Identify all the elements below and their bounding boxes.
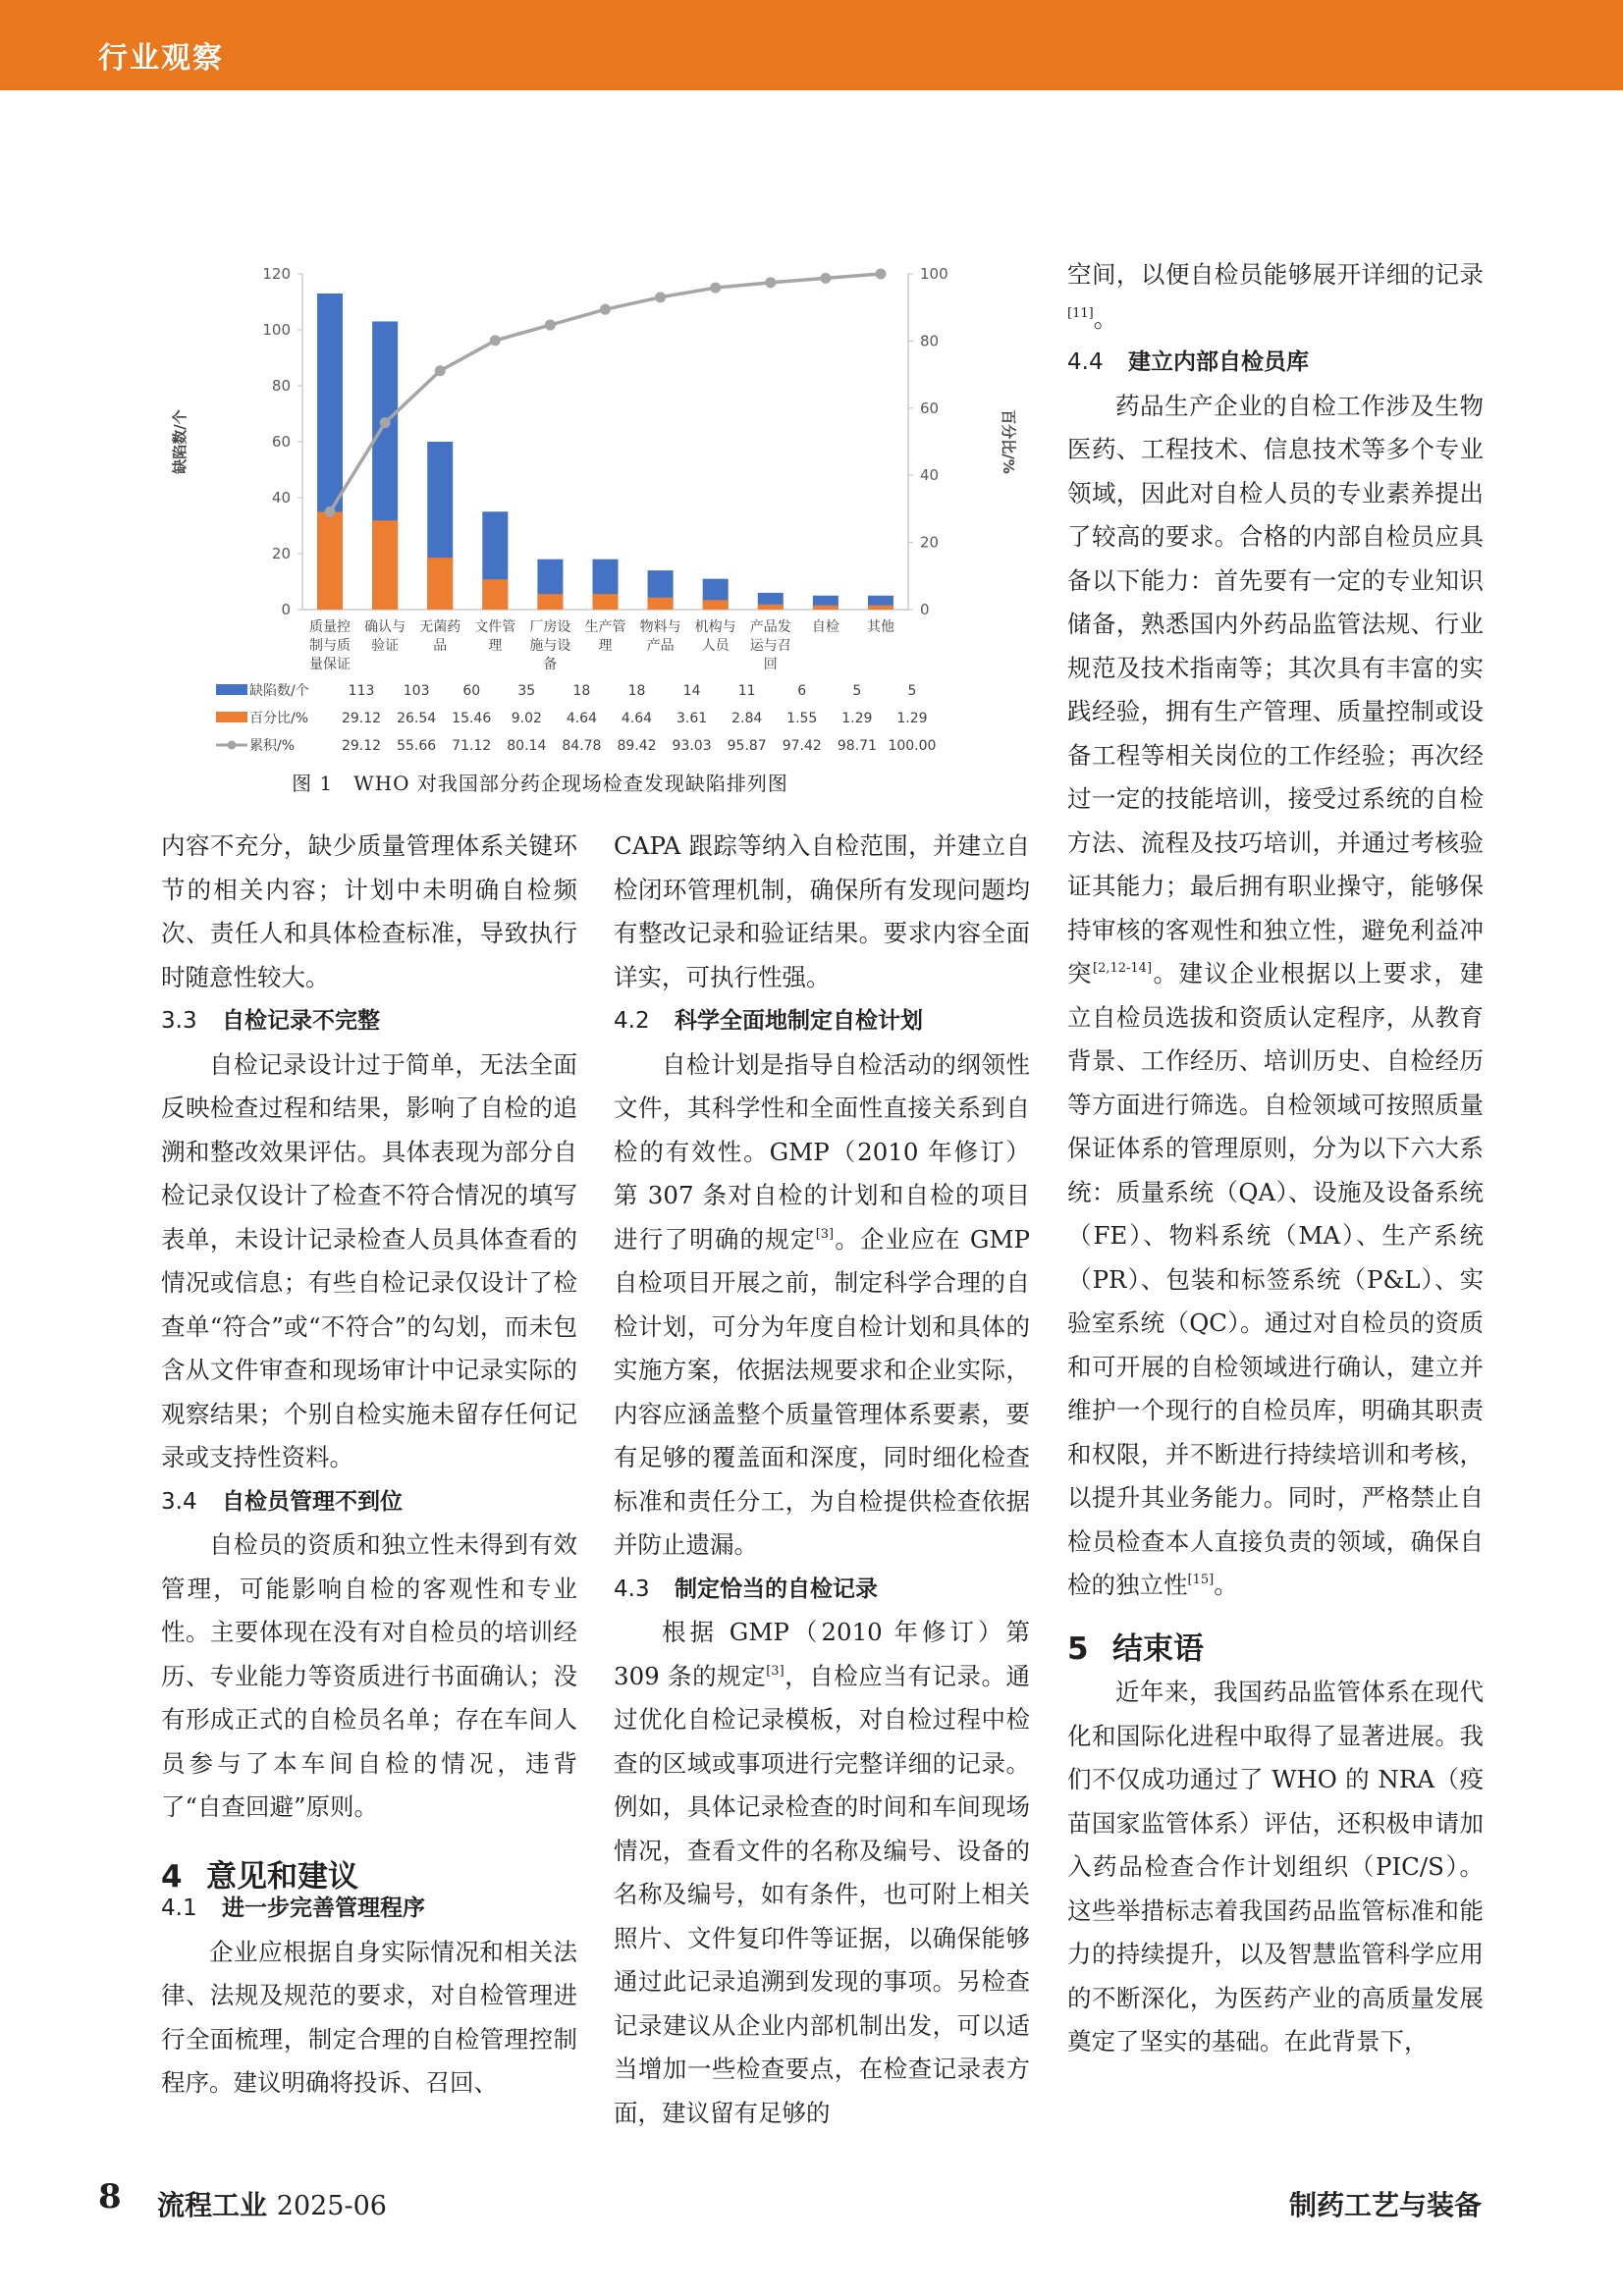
bar-percent xyxy=(648,598,674,610)
bar-percent xyxy=(482,579,508,610)
data-table-value: 3.61 xyxy=(676,711,708,726)
data-table-value: 113 xyxy=(348,683,375,699)
legend-key xyxy=(216,712,247,722)
cumulative-point xyxy=(325,507,336,517)
heading-5: 5 结束语 xyxy=(1067,1630,1204,1667)
data-table-value: 100.00 xyxy=(888,738,937,754)
page-number: 8 xyxy=(98,2177,122,2216)
paragraph: 自检记录设计过于简单，无法全面反映检查过程和结果，影响了自检的追溯和整改效果评估。具体表现为部分自检记录仅设计了检查不符合情况的填写表单，未设计记录检查人员具体查看的情况或信息；有些自检记录仅设计了检查单“符合”或“不符合”的勾划，而未包含从文件审查和现场审计中记录实际的观察结果；个别自检实施未留存任何记录或支持性资料。 xyxy=(161,1049,577,1471)
paragraph: 自检员的资质和独立性未得到有效管理，可能影响自检的客观性和专业性。主要体现在没有对自检员的培训经历、专业能力等资质进行书面确认；没有形成正式的自检员名单；存在车间人员参与了本车间自检的情况，违背了“自查回避”原则。 xyxy=(161,1530,577,1821)
data-table-value: 4.64 xyxy=(566,711,597,726)
bar-percent xyxy=(537,594,563,610)
x-tick-label: 制与质 xyxy=(309,638,352,654)
cumulative-point xyxy=(600,304,611,315)
footer-section: 制药工艺与装备 xyxy=(1288,2189,1482,2221)
data-table-value: 55.66 xyxy=(397,738,437,754)
cumulative-point xyxy=(380,417,391,428)
data-table-value: 1.29 xyxy=(841,711,873,726)
data-table-value: 98.71 xyxy=(837,738,877,754)
y-tick-label: 80 xyxy=(271,377,291,395)
x-tick-label: 无菌药 xyxy=(419,619,461,635)
y-tick-label: 20 xyxy=(271,545,291,562)
data-table-value: 80.14 xyxy=(507,738,547,754)
paragraph: 自检计划是指导自检活动的纲领性文件，其科学性和全面性直接关系到自检的有效性。GMP（2010 年修订）第 307 条对自检的计划和自检的项目进行了明确的规定[3]。企业应在 GMP 自检项目开展之前，制定科学合理的自检计划，可分为年度自检计划和具体的实施方案，依据法规要求和企业实际，内容应涵盖整个质量管理体系要素，要有足够的覆盖面和深度，同时细化检查标准和责任分工，为自检提供检查依据并防止遗漏。 xyxy=(614,1049,1031,1559)
y2-tick-label: 40 xyxy=(920,466,940,485)
y2-tick-label: 20 xyxy=(920,533,940,552)
y2-tick-label: 80 xyxy=(920,332,940,350)
y-tick-label: 100 xyxy=(262,321,291,339)
data-table-value: 11 xyxy=(737,683,756,699)
legend-key xyxy=(216,684,247,695)
paragraph: 根据 GMP（2010 年修订）第 309 条的规定[3]，自检应当有记录。通过优化自检记录模板，对自检过程中检查的区域或事项进行完整详细的记录。例如，具体记录检查的时间和车间现场情况，查看文件的名称及编号、设备的名称及编号，如有条件，也可附上相关照片、文件复印件等证据，以确保能够通过此记录追溯到发现的事项。另检查记录建议从企业内部机制出发，可以适当增加一些检查要点，在检查记录表方面，建议留有足够的 xyxy=(614,1618,1030,2127)
x-tick-label: 生产管 xyxy=(584,619,626,635)
cumulative-point xyxy=(545,320,556,331)
data-table-value: 97.42 xyxy=(782,738,822,754)
legend-label: 百分比/% xyxy=(249,711,309,726)
pareto-chart xyxy=(157,257,1017,768)
x-tick-label: 品 xyxy=(433,638,448,654)
data-table-value: 9.02 xyxy=(511,711,542,726)
data-table-value: 14 xyxy=(682,683,701,699)
bar-percent xyxy=(758,605,784,610)
header-bar xyxy=(0,0,1623,90)
x-tick-label: 产品发 xyxy=(749,619,791,635)
column-3 xyxy=(1067,253,1484,2064)
y-tick-label: 40 xyxy=(271,489,291,507)
cumulative-point xyxy=(875,269,886,280)
heading-3-3: 3.3 自检记录不完整 xyxy=(161,1008,380,1034)
data-table-value: 26.54 xyxy=(397,711,437,726)
bar-percent xyxy=(372,520,398,610)
y2-axis-label: 百分比/% xyxy=(1000,409,1017,474)
bar-percent xyxy=(703,600,729,610)
x-tick-label: 备 xyxy=(543,657,558,672)
data-table-value: 35 xyxy=(517,683,536,699)
data-table-value: 84.78 xyxy=(562,738,602,754)
data-table-value: 2.84 xyxy=(731,711,763,726)
bar-percent xyxy=(868,606,893,610)
x-tick-label: 文件管 xyxy=(474,619,516,635)
legend-label: 累积/% xyxy=(249,738,296,754)
data-table-value: 93.03 xyxy=(672,738,712,754)
x-tick-label: 自检 xyxy=(811,619,839,635)
x-tick-label: 运与召 xyxy=(749,638,791,654)
y-tick-label: 0 xyxy=(281,601,291,618)
bar-percent xyxy=(427,558,453,610)
data-table-value: 18 xyxy=(627,683,646,699)
heading-4-2: 4.2 科学全面地制定自检计划 xyxy=(614,1008,923,1034)
column-1 xyxy=(161,825,577,2106)
data-table-value: 15.46 xyxy=(452,711,492,726)
y2-tick-label: 100 xyxy=(920,265,948,283)
x-tick-label: 验证 xyxy=(371,638,400,654)
data-table-value: 89.42 xyxy=(617,738,657,754)
data-table-value: 103 xyxy=(403,683,430,699)
data-table-value: 60 xyxy=(462,683,481,699)
cumulative-point xyxy=(710,283,721,294)
column-2 xyxy=(614,825,1030,2135)
bar-percent xyxy=(813,606,839,610)
data-table-value: 4.64 xyxy=(621,711,653,726)
x-tick-label: 回 xyxy=(763,657,778,672)
x-tick-label: 其他 xyxy=(866,619,894,635)
y-tick-label: 60 xyxy=(271,433,291,451)
data-table-value: 29.12 xyxy=(341,711,382,726)
cumulative-point xyxy=(655,292,666,302)
x-tick-label: 量保证 xyxy=(309,657,352,672)
data-table-value: 5 xyxy=(907,683,917,699)
y2-tick-label: 0 xyxy=(920,601,930,618)
paragraph: 空间，以便自检员能够展开详细的记录[11]。 xyxy=(1067,260,1484,333)
data-table-value: 6 xyxy=(797,683,807,699)
paragraph: 药品生产企业的自检工作涉及生物医药、工程技术、信息技术等多个专业领域，因此对自检人员的专业素养提出了较高的要求。合格的内部自检员应具备以下能力：首先要有一定的专业知识储备，熟悉国内外药品监管法规、行业规范及技术指南等；其次具有丰富的实践经验，拥有生产管理、质量控制或设备工程等相关岗位的工作经验；再次经过一定的技能培训，接受过系统的自检方法、流程及技巧培训，并通过考核验证其能力；最后拥有职业操守，能够保持审核的客观性和独立性，避免利益冲突[2,12-14]。建议企业根据以上要求，建立自检员选拔和资质认定程序，从教育背景、工作经历、培训历史、自检经历等方面进行筛选。自检领域可按照质量保证体系的管理原则，分为以下六大系统：质量系统（QA）、设施及设备系统（FE）、物料系统（MA）、生产系统（PR）、包装和标签系统（P&L）、实验室系统（QC）。通过对自检员的资质和可开展的自检领域进行确认，建立并维护一个现行的自检员库，明确其职责和权限，并不断进行持续培训和考核，以提升其业务能力。同时，严格禁止自检员检查本人直接负责的领域，确保自检的独立性[15]。 xyxy=(1067,391,1485,1599)
heading-3-4: 3.4 自检员管理不到位 xyxy=(161,1488,403,1515)
heading-4-1: 4.1 进一步完善管理程序 xyxy=(161,1896,425,1921)
paragraph: 内容不充分，缺少质量管理体系关键环节的相关内容；计划中未明确自检频次、责任人和具体检查标准，导致执行时随意性较大。 xyxy=(161,831,577,991)
journal-name: 流程工业 2025-06 xyxy=(157,2189,387,2221)
x-tick-label: 理 xyxy=(598,638,613,654)
y-axis-label: 缺陷数/个 xyxy=(171,409,189,474)
data-table-value: 1.29 xyxy=(896,711,928,726)
cumulative-point xyxy=(435,365,446,376)
section-title: 行业观察 xyxy=(98,41,224,76)
x-tick-label: 人员 xyxy=(701,638,730,654)
cumulative-point xyxy=(820,273,831,284)
paragraph: 近年来，我国药品监管体系在现代化和国际化进程中取得了显著进展。我们不仅成功通过了 WHO 的 NRA（疫苗国家监管体系）评估，还积极申请加入药品检查合作计划组织（PIC/S）。这些举措标志着我国药品监管标准和能力的持续提升，以及智慧监管科学应用的不断深化，为医药产业的高质量发展奠定了坚实的基础。在此背景下， xyxy=(1067,1678,1484,2056)
x-tick-label: 厂房设 xyxy=(529,619,571,635)
y2-tick-label: 60 xyxy=(920,399,940,417)
figure-caption: 图 1 WHO 对我国部分药企现场检查发现缺陷排列图 xyxy=(292,772,788,795)
cumulative-point xyxy=(765,277,776,288)
cumulative-point xyxy=(490,335,501,346)
x-tick-label: 理 xyxy=(488,638,503,654)
x-tick-label: 质量控 xyxy=(309,619,352,635)
data-table-value: 71.12 xyxy=(452,738,492,754)
heading-4-3: 4.3 制定恰当的自检记录 xyxy=(614,1575,878,1602)
data-table-value: 95.87 xyxy=(727,738,767,754)
paragraph: 企业应根据自身实际情况和相关法律、法规及规范的要求，对自检管理进行全面梳理，制定合理的自检管理控制程序。建议明确将投诉、召回、 xyxy=(161,1937,577,2097)
bar-percent xyxy=(317,511,343,610)
data-table-value: 18 xyxy=(572,683,591,699)
x-tick-label: 机构与 xyxy=(694,619,736,635)
x-tick-label: 确认与 xyxy=(364,619,406,635)
heading-4-4: 4.4 建立内部自检员库 xyxy=(1067,349,1309,375)
legend-label: 缺陷数/个 xyxy=(249,683,309,699)
x-tick-label: 物料与 xyxy=(639,619,681,635)
x-tick-label: 施与设 xyxy=(529,638,571,654)
paragraph: CAPA 跟踪等纳入自检范围，并建立自检闭环管理机制，确保所有发现问题均有整改记录和验证结果。要求内容全面详实，可执行性强。 xyxy=(614,831,1030,991)
data-table-value: 29.12 xyxy=(341,738,382,754)
data-table-value: 1.55 xyxy=(786,711,818,726)
bar-percent xyxy=(593,594,619,610)
x-tick-label: 产品 xyxy=(646,638,675,654)
legend-key-marker xyxy=(228,741,237,750)
data-table-value: 5 xyxy=(852,683,862,699)
heading-4: 4 意见和建议 xyxy=(161,1858,358,1895)
y-tick-label: 120 xyxy=(262,265,291,283)
